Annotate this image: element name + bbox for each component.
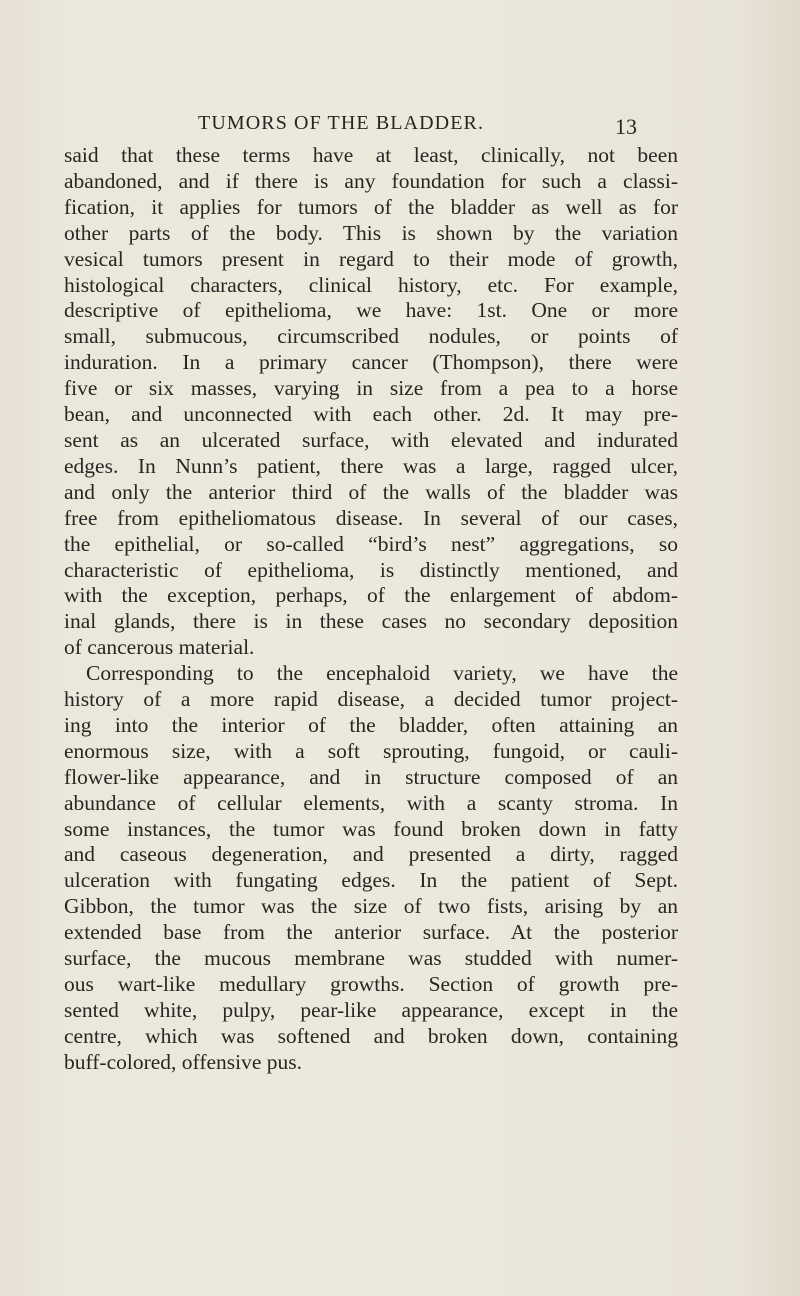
text-line: descriptive of epithelioma, we have: 1st. One or more: [64, 298, 678, 323]
text-line: fication, it applies for tumors of the bladder as well as for: [64, 194, 678, 219]
text-line: said that these terms have at least, clinically, not been: [64, 143, 678, 167]
text-line: ing into the interior of the bladder, often attaining an: [64, 712, 678, 737]
text-line: centre, which was softened and broken down, containing: [64, 1023, 678, 1048]
text-line: with the exception, perhaps, of the enlargement of abdom-: [64, 583, 678, 608]
text-line: extended base from the anterior surface. At the posterior: [64, 920, 678, 945]
text-line: abundance of cellular elements, with a scanty stroma. In: [64, 790, 678, 815]
page-number: 13: [615, 114, 637, 139]
text-line: ous wart-like medullary growths. Section of growth pre-: [64, 972, 678, 996]
text-line: surface, the mucous membrane was studded with numer-: [64, 946, 678, 971]
text-line: some instances, the tumor was found broken down in fatty: [64, 816, 678, 841]
text-line: induration. In a primary cancer (Thompson), there were: [64, 350, 678, 375]
text-line: Gibbon, the tumor was the size of two fists, arising by an: [64, 894, 678, 919]
text-line: and only the anterior third of the walls of the bladder was: [64, 479, 678, 504]
running-head: TUMORS OF THE BLADDER.: [198, 112, 485, 134]
text-line: history of a more rapid disease, a decided tumor project-: [64, 687, 678, 712]
text-line: sent as an ulcerated surface, with elevated and indurated: [64, 427, 678, 452]
text-line: characteristic of epithelioma, is distinctly mentioned, and: [64, 557, 678, 582]
text-line: flower-like appearance, and in structure composed of an: [64, 764, 678, 789]
text-line: edges. In Nunn’s patient, there was a large, ragged ulcer,: [64, 453, 678, 478]
text-line: bean, and unconnected with each other. 2d. It may pre-: [64, 402, 678, 427]
text-line: ulceration with fungating edges. In the patient of Sept.: [64, 868, 678, 893]
text-line: five or six masses, varying in size from a pea to a horse: [64, 376, 678, 401]
text-line: the epithelial, or so-called “bird’s nest” aggregations, so: [64, 531, 678, 556]
text-line: free from epitheliomatous disease. In several of our cases,: [64, 505, 678, 530]
page-header: [0, 112, 800, 144]
text-line: sented white, pulpy, pear-like appearance, except in the: [64, 997, 678, 1022]
body-text: [64, 143, 678, 1076]
text-line: enormous size, with a soft sprouting, fungoid, or cauli-: [64, 738, 678, 763]
text-line: and caseous degeneration, and presented a dirty, ragged: [64, 842, 678, 867]
text-line: inal glands, there is in these cases no secondary deposition: [64, 609, 678, 634]
text-line: other parts of the body. This is shown by the variation: [64, 220, 678, 245]
text-line: abandoned, and if there is any foundation for such a classi-: [64, 168, 678, 193]
text-line: Corresponding to the encephaloid variety, we have the: [86, 661, 678, 686]
text-line: small, submucous, circumscribed nodules, or points of: [64, 324, 678, 349]
text-line: histological characters, clinical history, etc. For example,: [64, 272, 678, 297]
text-line: buff-colored, offensive pus.: [64, 1049, 303, 1074]
text-line: of cancerous material.: [64, 635, 255, 660]
text-line: vesical tumors present in regard to their mode of growth,: [64, 246, 678, 271]
